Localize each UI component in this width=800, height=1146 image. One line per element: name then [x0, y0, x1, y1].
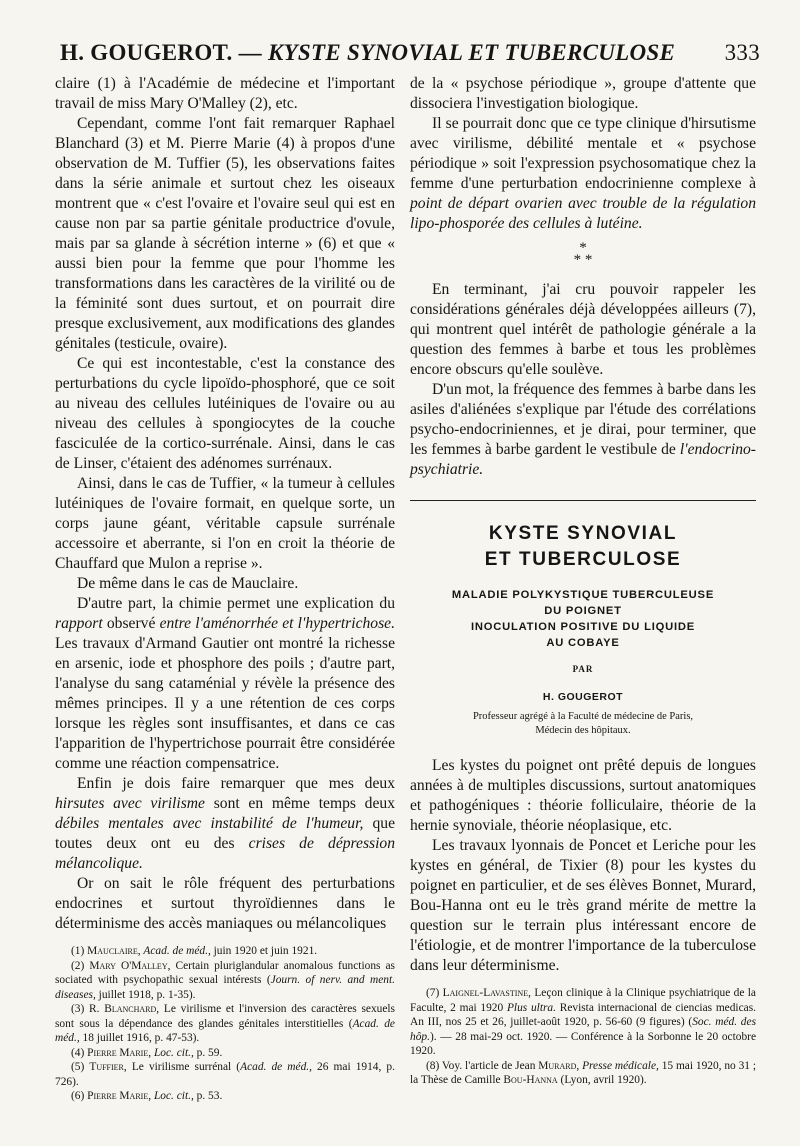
section-asterism: * * *	[573, 240, 593, 268]
paragraph	[55, 114, 395, 354]
text-run: (7)	[426, 987, 443, 999]
author-affiliation: Professeur agrégé à la Faculté de médecine de Paris, Médecin des hôpitaux.	[472, 711, 694, 736]
text-run: (8) Voy. l'article de Jean	[426, 1059, 539, 1072]
italic-run: crises de dépression mélancolique.	[55, 835, 396, 872]
footnote	[55, 1060, 395, 1089]
text-run: (2)	[71, 959, 90, 972]
text-run: 15 mai 1920, no 31 ; la Thèse de Camille	[410, 1059, 756, 1086]
italic-run: Plus ultra.	[506, 1001, 556, 1014]
paragraph	[410, 836, 756, 976]
running-header	[60, 40, 760, 74]
footnotes-left	[55, 944, 395, 1104]
italic-run: entre l'aménorrhée et l'hypertrichose.	[159, 615, 395, 632]
text-run: Il se pourrait donc que ce type clinique d'hirsutisme avec virilisme, débilité mentale et « psychose périodique » soit l'expression psychosomatique chez la femme d'une perturbation endocrinienne complexe à	[410, 115, 756, 192]
small-caps-run: Laignel-Lavastine,	[442, 987, 531, 999]
left-column	[55, 74, 395, 1104]
italic-run: débiles mentales avec instabilité de l'humeur,	[55, 815, 364, 832]
text-run: D'autre part, la chimie permet une explication du	[77, 595, 395, 612]
italic-run: Acad. de méd.,	[55, 1017, 395, 1044]
small-caps-run: Pierre Marie,	[87, 1046, 152, 1059]
text-run: Leçon clinique à la Clinique psychiatrique de la Faculte, 2 mai 1920	[410, 987, 756, 1014]
text-run: (1)	[71, 945, 88, 957]
paragraph	[410, 280, 756, 380]
text-run: Ce qui est incontestable, c'est la constance des perturbations du cycle lipoïdo-phosphoré, que ce soit au niveau des cellules lutéiniques de l'ovaire ou au niveau des cellules à spongiocytes de la couche fasciculée de la cortico-surrénale. Ainsi, dans le cas de Linser, c'étaient des adénomes surrénaux.	[55, 355, 395, 472]
footnote	[410, 986, 756, 1059]
paragraph	[410, 380, 756, 480]
paragraph	[410, 756, 756, 836]
text-run: Les kystes du poignet ont prêté depuis de longues années à de multiples discussions, surtout anatomiques et pathogéniques : théorie folliculaire, théorie de la hernie synoviale, théorie néoplasique, etc.	[410, 757, 756, 834]
text-run: ). — 28 mai-29 oct. 1920. — Conférence à la Sorbonne le 20 octobre 1920.	[410, 1030, 756, 1057]
text-run: Le virilisme et l'inversion des caractères sexuels sont sous la dépendance des glandes génitales interstitielles (	[55, 1003, 395, 1030]
paragraph	[410, 74, 756, 114]
italic-run: l'endocrino-psychiatrie.	[410, 441, 756, 478]
page-number: 333	[724, 40, 760, 65]
text-run: 18 juillet 1916, p. 47-53).	[79, 1032, 200, 1044]
small-caps-run: Mary O'Malley,	[89, 959, 171, 972]
text-run: (5)	[71, 1061, 90, 1073]
text-run: juillet 1918, p. 1-35).	[95, 988, 196, 1001]
article-divider	[410, 500, 756, 501]
italic-run: rapport	[55, 615, 103, 632]
text-run: Le virilisme surrénal (	[126, 1061, 241, 1073]
text-run: Certain pluriglandular anomalous functions as sociated with psychopathic sexual intérests (	[55, 959, 395, 986]
text-run: 26 mai 1914, p. 726).	[55, 1061, 395, 1088]
italic-run: Loc. cit.,	[153, 1046, 194, 1059]
text-run: De même dans le cas de Mauclaire.	[77, 575, 299, 592]
paragraph	[55, 594, 395, 774]
text-run: (3)	[71, 1003, 90, 1015]
text-run: Les travaux d'Armand Gautier ont montré la richesse en arsenic, iode et phosphore des poils ; d'autre part, l'analyse du sang cataménial y révèle la présence des mêmes principes. Il y a une rétention de ces corps lorsque les règles sont insuffisantes, et dans ce cas l'apparition de l'hypertrichose pourrait être considérée comme une réaction compensatrice.	[55, 635, 395, 772]
footnote	[55, 1002, 395, 1046]
footnote	[410, 1059, 756, 1088]
small-caps-run: Bou-Hanna	[503, 1074, 558, 1086]
text-run: que toutes deux ont eu des	[55, 815, 395, 852]
italic-run: hirsutes avec virilisme	[55, 795, 205, 812]
footnote	[55, 959, 395, 1003]
text-run: sont en même temps deux	[204, 795, 395, 812]
footnote	[55, 944, 395, 959]
italic-run: Soc. méd. des hôp.	[410, 1016, 756, 1043]
paragraph	[55, 74, 395, 114]
text-run: Cependant, comme l'ont fait remarquer Raphael Blanchard (3) et M. Pierre Marie (4) à propos d'une observation de M. Tuffier (5), les observations faites dans la série animale et surtout chez les oiseaux montrent que « c'est l'ovaire et l'ovaire seul qui est en cause non par sa partie génitale productrice d'ovule, mais par sa glande à sécrétion interne » (6) et que « aussi bien pour la femme que pour l'homme les transformations dans les caractères de la virilité ou de la féminité sont dues surtout, et on pourrait dire presque exclusivement, aux modifications des glandes génitales (testicule, ovaire).	[55, 115, 395, 352]
text-run: (6)	[71, 1090, 88, 1102]
footnote	[55, 1046, 395, 1061]
text-run: D'un mot, la fréquence des femmes à barbe dans les asiles d'aliénées s'explique par l'étude des corrélations psycho-endocriniennes, et je dirai, pour terminer, que les femmes à barbe gardent le vestibule de	[410, 381, 756, 458]
text-run: Les travaux lyonnais de Poncet et Leriche pour les kystes en général, de Tixier (8) pour les kystes du poignet en particulier, et de ses élèves Bonnet, Murard, Bou-Hanna ont eu le très grand mérite de mettre la question sur le terrain plus intéressant encore de l'étiologie, et de montrer l'importance de la tuberculose dans leur déterminisme.	[410, 837, 756, 974]
paragraph	[55, 874, 395, 934]
footnote	[55, 1089, 395, 1104]
right-column	[410, 74, 756, 1088]
small-caps-run: Tuffier,	[89, 1061, 127, 1073]
header-author: H. GOUGEROT. — KYSTE SYNOVIAL ET TUBERCULOSE	[60, 40, 676, 65]
small-caps-run: Mauclaire,	[87, 945, 141, 957]
paragraph	[55, 474, 395, 574]
text-run: (Lyon, avril 1920).	[557, 1074, 647, 1086]
text-run: p. 53.	[193, 1090, 223, 1102]
byline-par: PAR	[572, 664, 594, 674]
italic-run: Journ. of nerv. and ment. diseases,	[55, 974, 395, 1001]
header-title: KYSTE SYNOVIAL ET TUBERCULOSE	[267, 40, 676, 65]
italic-run: Acad. de méd.,	[143, 945, 211, 957]
text-run: Ainsi, dans le cas de Tuffier, « la tumeur à cellules lutéiniques de l'ovaire formait, en quelque sorte, un corps jaune géant, véritable capsule surrénale accessoire et aberrante, si l'on en croit la théorie de Chauffard que Mulon a reprise ».	[55, 475, 395, 572]
italic-run: Presse médicale,	[582, 1059, 659, 1072]
paragraph	[55, 354, 395, 474]
text-run: Revista internacional de ciencias medicas. An III, nos 25 et 26, juillet-août 1920, p. 56-60 (9 figures) (	[410, 1001, 756, 1028]
text-run: observé	[102, 615, 160, 632]
paragraph	[55, 774, 395, 874]
text-run: juin 1920 et juin 1921.	[210, 945, 318, 957]
text-run: de la « psychose périodique », groupe d'attente que dissociera l'investigation biologique.	[410, 75, 756, 112]
small-caps-run: Murard,	[538, 1059, 580, 1072]
article-subtitle: MALADIE POLYKYSTIQUE TUBERCULEUSE DU POIGNET INOCULATION POSITIVE DU LIQUIDE AU COBAYE	[451, 589, 715, 649]
paragraph	[55, 574, 395, 594]
small-caps-run: R. Blanchard,	[89, 1003, 160, 1015]
text-run: p. 59.	[193, 1046, 223, 1059]
italic-run: point de départ ovarien avec trouble de la régulation lipo-phosporée des cellules à lutéine.	[410, 195, 756, 232]
small-caps-run: Pierre Marie,	[87, 1090, 152, 1102]
text-run: (4)	[71, 1046, 88, 1059]
text-run: Or on sait le rôle fréquent des perturbations endocrines et surtout thyroïdiennes dans le déterminisme des accès maniaques ou mélancoliques	[55, 875, 395, 932]
text-run: claire (1) à l'Académie de médecine et l'important travail de miss Mary O'Malley (2), etc.	[55, 75, 395, 112]
footnotes-right	[410, 986, 756, 1088]
italic-run: Acad. de méd.,	[240, 1061, 312, 1073]
text-run: En terminant, j'ai cru pouvoir rappeler les considérations générales déjà développées ailleurs (7), qui montrent quel intérêt de pathologie générale a la question des femmes à barbe et tous les problèmes encore obscurs qu'elle soulève.	[410, 281, 756, 378]
italic-run: Loc. cit.,	[153, 1090, 194, 1102]
article-author: H. GOUGEROT	[542, 691, 624, 703]
article-title: KYSTE SYNOVIAL ET TUBERCULOSE	[484, 523, 682, 570]
text-run: Enfin je dois faire remarquer que mes deux	[77, 775, 395, 792]
paragraph	[410, 114, 756, 234]
